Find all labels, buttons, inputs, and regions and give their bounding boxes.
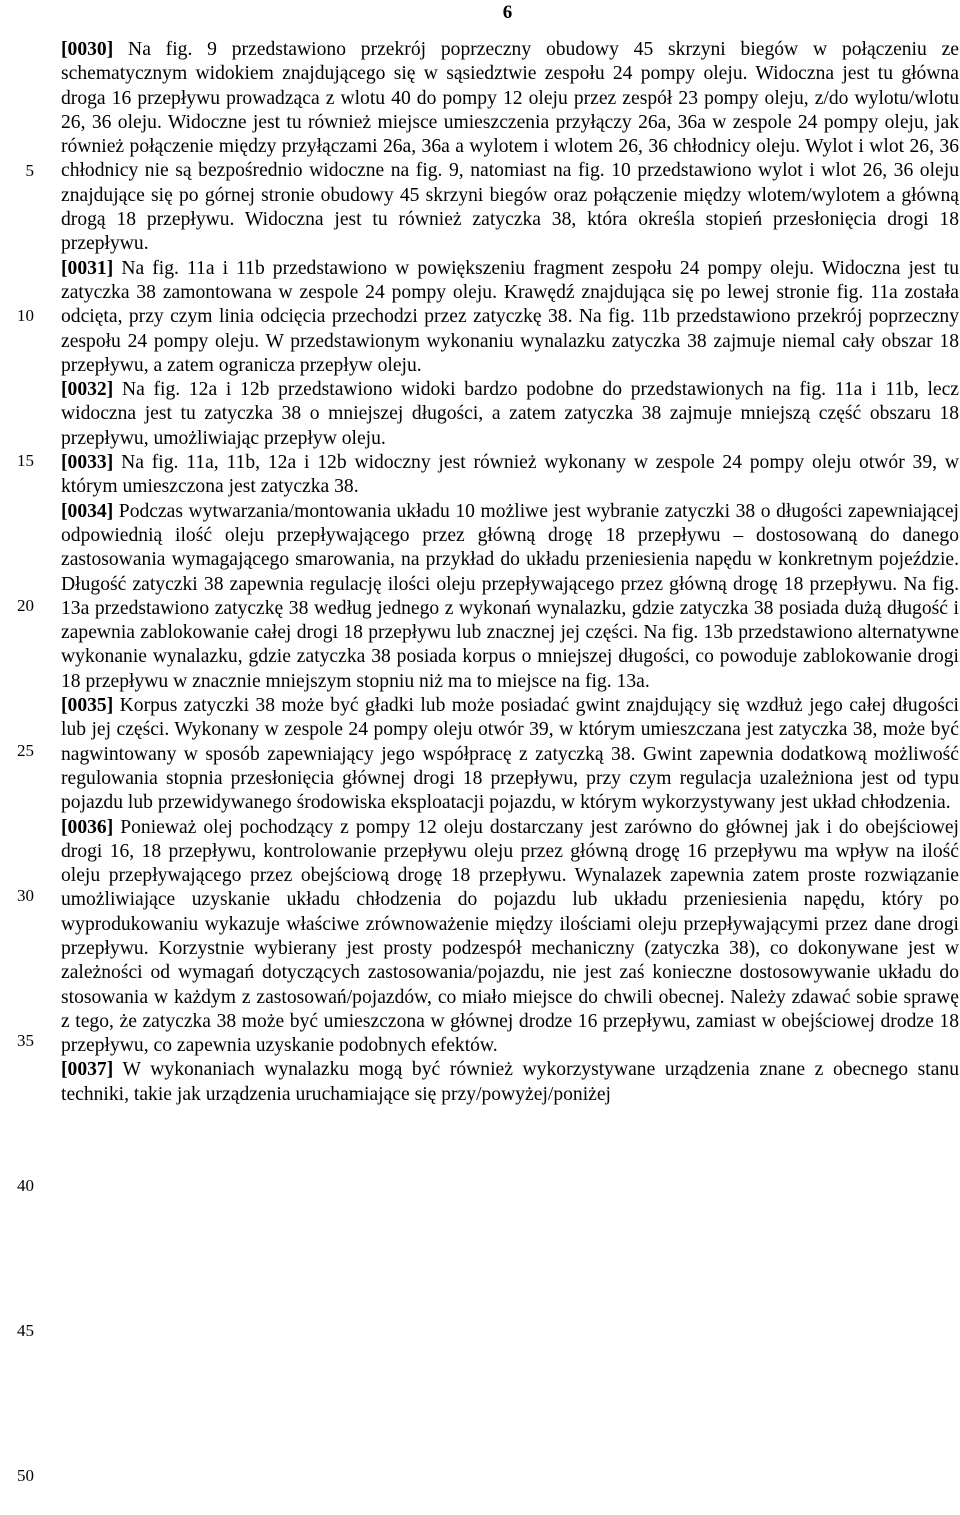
paragraph-number: [0034] [61, 500, 114, 522]
paragraph-text: W wykonaniach wynalazku mogą być również wykorzystywane urządzenia znane z obecnego stanu techniki, takie jak urządzenia uruchamiające się przy/powyżej/poniżej [61, 1059, 959, 1105]
paragraph-number: [0030] [61, 39, 114, 60]
paragraph-0033 [61, 451, 959, 500]
paragraph-text: Na fig. 9 przedstawiono przekrój poprzeczny obudowy 45 skrzyni biegów w połączeniu ze schematycznym widokiem znajdującego się w sąsiedztwie zespołu 24 pompy oleju. Widoczna jest tu główna droga 16 przepływu prowadząca z wlotu 40 do pompy 12 oleju przez zespół 23 pompy oleju, z/do wylotu/wlotu 26, 36 oleju. Widoczne jest tu również miejsce umieszczenia przyłączy 26a, 36a w zespole 24 pompy oleju, jak również połączenie między przyłączami 26a, 36a a wylotem i wlotem 26, 36 chłodnicy oleju. Wylot i wlot 26, 36 chłodnicy nie są bezpośrednio widoczne na fig. 9, natomiast na fig. 10 przedstawiono wylot i wlot 26, 36 oleju znajdujące się po górnej stronie obudowy 45 skrzyni biegów oraz połączenie między wlotem/wylotem a główną drogą 18 przepływu. Widoczna jest tu również zatyczka 38, która określa stopień przesłonięcia drogi 18 przepływu. [61, 39, 959, 255]
paragraph-number: [0037] [61, 1059, 114, 1081]
paragraph-number: [0032] [61, 379, 114, 401]
paragraph-0031 [61, 257, 959, 378]
paragraph-text: Na fig. 11a, 11b, 12a i 12b widoczny jest również wykonany w zespole 24 pompy oleju otwór 39, w którym umieszczona jest zatyczka 38. [61, 452, 959, 498]
line-number: 30 [17, 886, 34, 905]
paragraph-0032 [61, 378, 959, 451]
line-number: 35 [17, 1031, 34, 1050]
line-number: 5 [25, 161, 34, 180]
paragraph-0034 [61, 500, 959, 694]
paragraph-0036 [61, 816, 959, 1059]
paragraph-number: [0036] [61, 816, 114, 838]
paragraph-text: Ponieważ olej pochodzący z pompy 12 oleju dostarczany jest zarówno do głównej jak i do obejściowej drogi 16, 18 przepływu, kontrolowanie przepływu oleju przez główną drogę 16 przepływu ma wpływ na ilość oleju przepływającego przez obejściową drogę 18 przepływu. Wynalazek zapewnia zatem proste rozwiązanie umożliwiające uzyskanie układu chłodzenia do pojazdu lub układu przeniesienia napędu, który po wyprodukowaniu wykazuje właściwe zrównoważenie między ilościami oleju przepływającymi przez dane drogi przepływu. Korzystnie wybierany jest prosty podzespół mechaniczny (zatyczka 38), co dokonywane jest w zależności od wymagań dotyczących zastosowania/pojazdu, nie jest zaś konieczne dostosowywanie układu do stosowania w każdym z zastosowań/pojazdów, co miało miejsce do chwili obecnej. Należy zdawać sobie sprawę z tego, że zatyczka 38 może być umieszczona w głównej drodze 16 przepływu, zamiast w obejściowej drodze 18 przepływu, co zapewnia uzyskanie podobnych efektów. [61, 816, 959, 1057]
paragraph-number: [0031] [61, 257, 114, 279]
line-number-margin [0, 0, 40, 1515]
line-number: 20 [17, 596, 34, 615]
paragraph-text: Korpus zatyczki 38 może być gładki lub może posiadać gwint znajdujący się wzdłuż jego całej długości lub jej części. Wykonany w zespole 24 pompy oleju otwór 39, w którym umieszczana jest zatyczka 38, może być nagwintowany w sposób zapewniający jego współpracę z zatyczką 38. Gwint zapewnia dodatkową możliwość regulowania stopnia przesłonięcia głównej drogi 18 przepływu, przy czym regulacja uzależniona jest od typu pojazdu lub przewidywanego środowiska eksploatacji pojazdu, w którym wykorzystywany jest układ chłodzenia. [61, 695, 959, 814]
page-number: 6 [502, 2, 513, 23]
line-number: 45 [17, 1321, 34, 1340]
paragraph-0030 [61, 38, 959, 257]
paragraph-text: Na fig. 11a i 11b przedstawiono w powiększeniu fragment zespołu 24 pompy oleju. Widoczna jest tu zatyczka 38 zamontowana w zespole 24 pompy oleju. Krawędź znajdująca się po lewej stronie fig. 11a została odcięta, przy czym linia odcięcia przechodzi przez zatyczkę 38. Na fig. 11b przedstawiono przekrój poprzeczny zespołu 24 pompy oleju. W przedstawionym wykonaniu wynalazku zatyczka 38 zajmuje niemal cały obszar 18 przepływu, a zatem ogranicza przepływ oleju. [61, 257, 959, 376]
line-number: 50 [17, 1466, 34, 1485]
document-body [61, 38, 959, 1107]
line-number: 40 [17, 1176, 34, 1195]
paragraph-text: Na fig. 12a i 12b przedstawiono widoki bardzo podobne do przedstawionych na fig. 11a i 11b, lecz widoczna jest tu zatyczka 38 o mniejszej długości, a zatem zatyczka 38 zajmuje mniejszą część obszaru 18 przepływu, umożliwiając przepływ oleju. [61, 379, 959, 449]
paragraph-text: Podczas wytwarzania/montowania układu 10 możliwe jest wybranie zatyczki 38 o długości zapewniającej odpowiednią ilość oleju przepływającego przez główną drogę 18 przepływu – dostosowaną do danego zastosowania wymagającego smarowania, na przykład do układu przeniesienia napędu w konkretnym pojeździe. Długość zatyczki 38 zapewnia regulację ilości oleju przepływającego przez główną drogę 18 przepływu. Na fig. 13a przedstawiono zatyczkę 38 według jednego z wykonań wynalazku, gdzie zatyczka 38 posiada dużą długość i zapewnia zablokowanie całej drogi 18 przepływu lub znacznej jej części. Na fig. 13b przedstawiono alternatywne wykonanie wynalazku, gdzie zatyczka 38 posiada korpus o mniejszej długości, co powoduje zablokowanie drogi 18 przepływu w znacznie mniejszym stopniu niż ma to miejsce na fig. 13a. [61, 500, 959, 692]
line-number: 25 [17, 741, 34, 760]
line-number: 15 [17, 451, 34, 470]
paragraph-number: [0035] [61, 695, 114, 717]
paragraph-0037 [61, 1058, 959, 1107]
paragraph-0035 [61, 694, 959, 815]
paragraph-number: [0033] [61, 452, 114, 474]
line-number: 10 [17, 306, 34, 325]
